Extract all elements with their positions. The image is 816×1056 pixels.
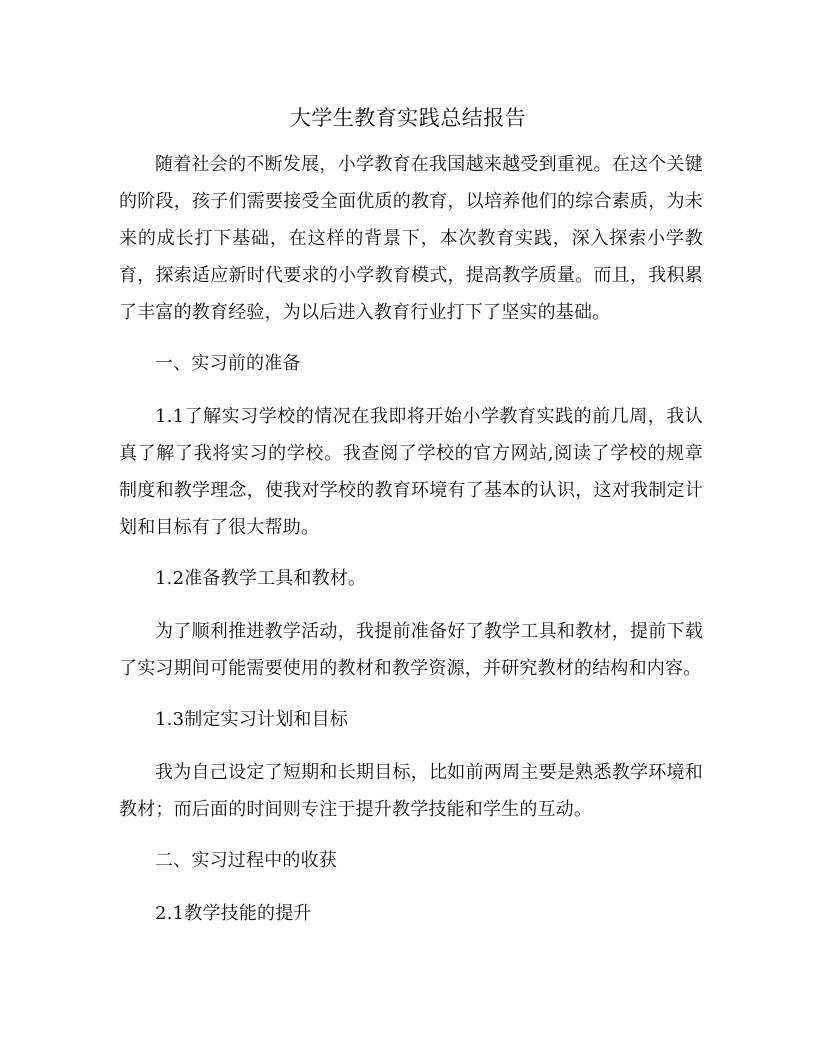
subsection-heading-1-2: 1.2准备教学工具和教材。: [155, 568, 367, 589]
subsection-heading-2-1: 2.1教学技能的提升: [155, 903, 312, 924]
paragraph-1-2: 为了顺利推进教学活动，我提前准备好了教学工具和教材，提前下载了实习期间可能需要使用的教材和教学资源，并研究教材的结构和内容。: [119, 621, 703, 679]
paragraph-1-1: 1.1了解实习学校的情况在我即将开始小学教育实践的前几周，我认真了解了我将实习的学校。我查阅了学校的官方网站,阅读了学校的规章制度和教学理念，使我对学校的教育环境有了基本的认识，这对我制定计划和目标有了很大帮助。: [119, 406, 703, 538]
section-heading-1: 一、实习前的准备: [155, 353, 301, 374]
document-title: 大学生教育实践总结报告: [289, 106, 527, 130]
subsection-heading-1-3: 1.3制定实习计划和目标: [155, 709, 349, 730]
section-heading-2: 二、实习过程中的收获: [155, 850, 337, 871]
paragraph-1-3: 我为自己设定了短期和长期目标，比如前两周主要是熟悉教学环境和教材；而后面的时间则专注于提升教学技能和学生的互动。: [119, 762, 703, 820]
paragraph-intro: 随着社会的不断发展，小学教育在我国越来越受到重视。在这个关键的阶段，孩子们需要接受全面优质的教育，以培养他们的综合素质，为未来的成长打下基础，在这样的背景下，本次教育实践，深入探索小学教育，探索适应新时代要求的小学教育模式，提高教学质量。而且，我积累了丰富的教育经验，为以后进入教育行业打下了坚实的基础。: [119, 154, 703, 323]
document-body: [119, 146, 703, 948]
